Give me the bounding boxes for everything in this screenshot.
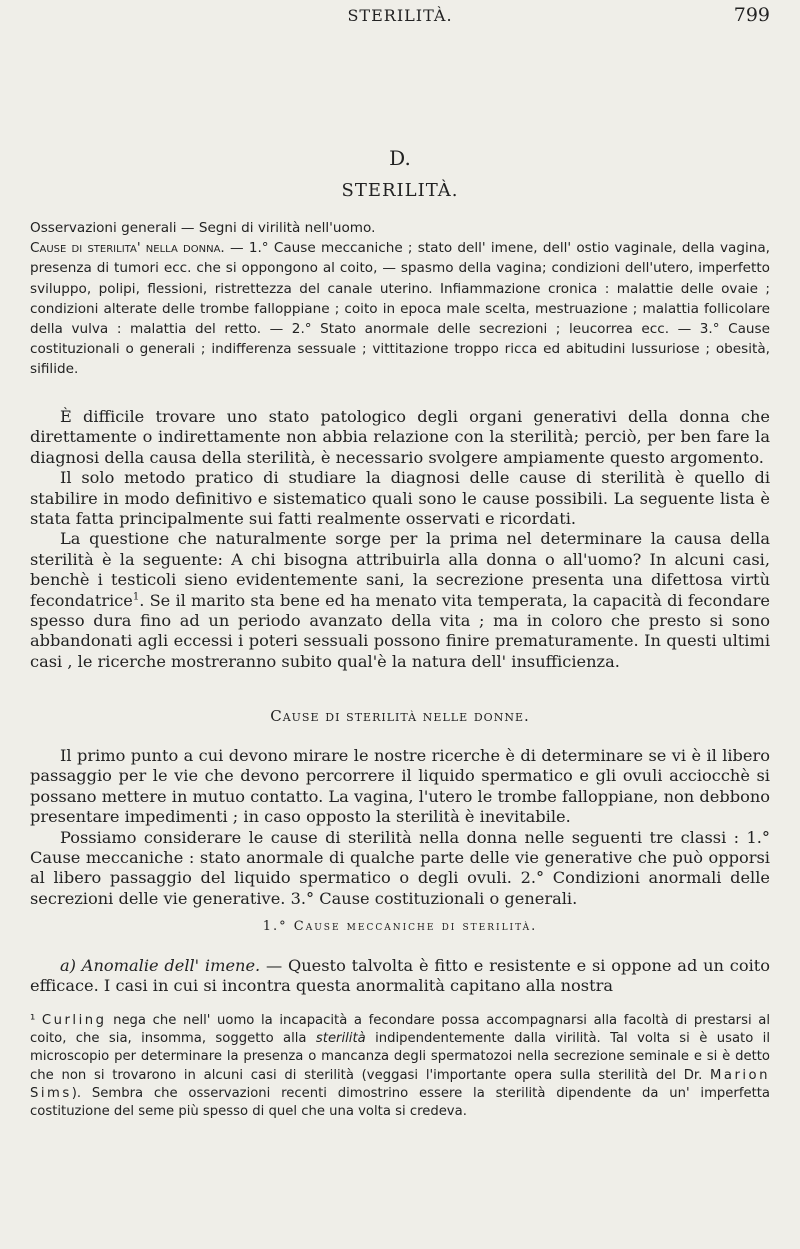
summary-general: Osservazioni generali — Segni di virilità nell'uomo. xyxy=(30,220,376,236)
section-letter: D. xyxy=(389,146,411,170)
intro-paragraphs xyxy=(30,407,770,672)
footnote-reference: 1 xyxy=(132,591,140,603)
footnote xyxy=(30,1012,770,1121)
subheading-mechanical-causes: 1.° Cause meccaniche di sterilità. xyxy=(262,919,538,934)
footnote-author: Marion Sims xyxy=(30,1067,770,1101)
paragraph-text: La questione che naturalmente sorge per la prima nel determinare la causa della sterilità è la seguente: A chi bisogna attribuirla alla donna o all'uomo? In alcuni casi, benchè i testicoli sieno evidentemente sani, la secrezione presenta una difettosa virtù fecondatrice xyxy=(30,529,770,610)
section-title: STERILITÀ. xyxy=(341,180,459,201)
summary-causes-list: — 1.° Cause meccaniche ; stato dell' imene, dell' ostio vaginale, della vagina, presenza di tumori ecc. che si oppongono al coito, — spasmo della vagina; condizioni dell'utero, imperfetto sviluppo, polipi, flessioni, ristrettezza del canale uterino. Infiammazione cronica : malattie delle ovaie ; condizioni alterate delle trombe falloppiane ; coito in epoca male scelta, mestruazione ; malattia follicolare della vulva : malattia del retto. — 2.° Stato anormale delle secrezioni ; leucorrea ecc. — 3.° Cause costituzionali o generali ; indifferenza sessuale ; vittitazione troppo ricca ed abitudini lussuriose ; obesità, sifilide. xyxy=(30,240,771,378)
item-title: Anomalie dell' imene. xyxy=(81,956,261,975)
footnote-text: indipendentemente dalla virilità. Tal volta si è usato il microscopio per determinare la presenza o mancanza degli spermatozoi nella secrezione seminale e si è detto che non si trovarono in alcuni casi di sterilità (veggasi l'importante opera sulla sterilità del Dr. xyxy=(30,1031,770,1083)
chapter-summary xyxy=(30,218,770,380)
paragraph-text: . Se il marito sta bene ed ha menato vita temperata, la capacità di fecondare spesso dura fino ad un periodo avanzato della vita ; ma in coloro che presto si sono abbandonati agli eccessi i poteri sessuali possono finire prematuramente. In questi ultimi casi , le ricerche mostreranno subito qual'è la natura dell' insufficienza. xyxy=(30,590,770,671)
paragraph: Il primo punto a cui devono mirare le nostre ricerche è di determinare se vi è il libero passaggio per le vie che devono percorrere il liquido spermatico e gli ovuli acciocchè si possano mettere in mutuo contatto. La vagina, l'utero le trombe falloppiane, non debbono presentare impedimenti ; in caso opposto la sterilità è inevitabile. xyxy=(30,746,770,827)
running-title: STERILITÀ. xyxy=(347,6,453,25)
summary-causes-heading: Cause di sterilita' nella donna. xyxy=(30,240,225,257)
footnote-text: ). Sembra che osservazioni recenti dimostrino essere la sterilità dipendente da un' imperfetta costituzione del seme più spesso di quel che una volta si credeva. xyxy=(30,1085,770,1120)
paragraph: È difficile trovare uno stato patologico degli organi generativi della donna che direttamente o indirettamente non abbia relazione con la sterilità; perciò, per ben fare la diagnosi della causa della sterilità, è necessario svolgere ampiamente questo argomento. xyxy=(30,407,770,467)
paragraph: Il solo metodo pratico di studiare la diagnosi delle cause di sterilità è quello di stabilire in modo definitivo e sistematico quali sono le cause possibili. La seguente lista è stata fatta principalmente sui fatti realmente osservati e ricordati. xyxy=(30,468,770,529)
paragraph xyxy=(30,529,770,672)
subheading-causes-women: Cause di sterilità nelle donne. xyxy=(270,707,530,725)
causes-paragraphs xyxy=(30,746,770,909)
footnote-text: nega che nell' uomo la incapacità a fecondare possa accompagnarsi alla facoltà di prestarsi al coito, che sia, insomma, soggetto alla xyxy=(30,1013,770,1047)
footnote-italic: sterilità xyxy=(315,1031,366,1047)
hymen-paragraph xyxy=(30,956,770,997)
running-head xyxy=(0,0,800,30)
paragraph: Possiamo considerare le cause di sterilità nella donna nelle seguenti tre classi : 1.° Cause meccaniche : stato anormale di qualche parte delle vie generative che può opporsi al libero passaggio del liquido spermatico o degli ovuli. 2.° Condizioni anormali delle secrezioni delle vie generative. 3.° Cause costituzionali o generali. xyxy=(30,827,770,908)
footnote-marker: ¹ xyxy=(30,1013,36,1028)
paragraph xyxy=(30,956,770,997)
page-number: 799 xyxy=(733,4,770,26)
paragraph-text: — Questo talvolta è fitto e resistente e si oppone ad un coito efficace. I casi in cui si incontra questa anormalità capitano alla nostra xyxy=(30,956,770,996)
footnote-author: Curling xyxy=(41,1013,107,1028)
item-label: a) xyxy=(60,956,76,975)
